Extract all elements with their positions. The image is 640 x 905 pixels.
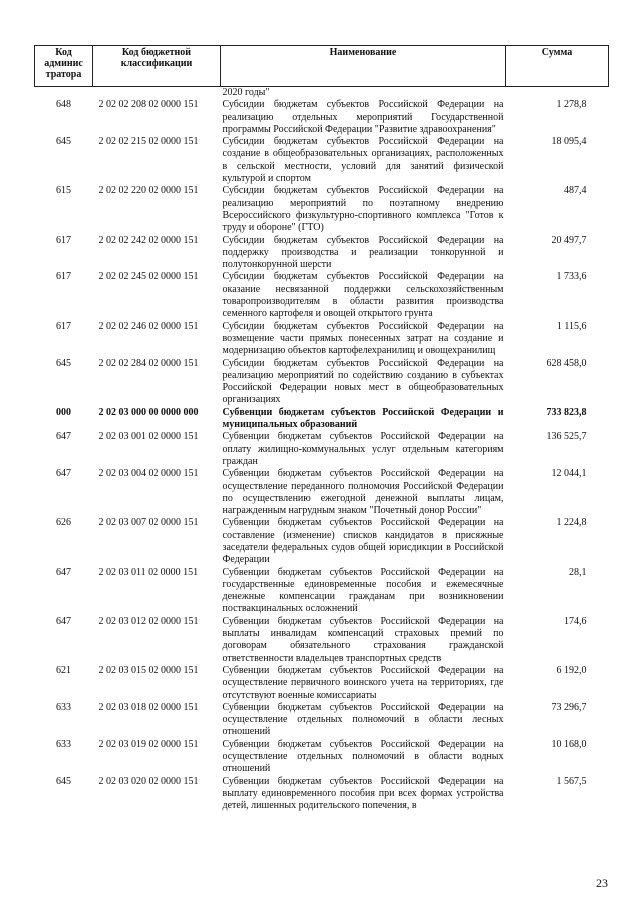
name-cell: Субсидии бюджетам субъектов Российской Федерации на оказание несвязанной поддержки сельскохозяйственным товаропроизводителям в области развития производства семенного картофеля и овощей открытого грунта: [222, 271, 504, 320]
header-amount: Сумма: [506, 46, 609, 87]
amount-cell: [506, 87, 609, 100]
amount-cell: 1 115,6: [556, 320, 587, 332]
table-row: [35, 235, 609, 272]
budget-code-cell: 2 02 03 000 00 0000 000: [98, 406, 199, 418]
amount-cell: 12 044,1: [551, 468, 587, 480]
name-cell: Субвенции бюджетам субъектов Российской Федерации на государственные единовременные пособия и ежемесячные денежные компенсации гражданам при возникновении поствакцинальных осложнений: [222, 566, 504, 615]
amount-cell: 1 567,5: [556, 775, 587, 787]
table-row: [35, 87, 609, 100]
budget-code-cell: [93, 87, 221, 100]
table-row: [35, 567, 609, 616]
budget-code-cell: 2 02 02 242 02 0000 151: [98, 234, 199, 246]
table-row: [35, 407, 609, 432]
budget-code-cell: 2 02 02 220 02 0000 151: [98, 185, 199, 197]
budget-code-cell: 2 02 03 019 02 0000 151: [98, 738, 199, 750]
name-cell: Субсидии бюджетам субъектов Российской Федерации на реализацию отдельных мероприятий Государственной программы Российской Федерации "Развитие здравоохранения": [222, 99, 504, 135]
table-row: [35, 665, 609, 702]
amount-cell: 28,1: [569, 566, 587, 578]
admin-code-cell: 617: [56, 234, 71, 246]
name-cell: Субвенции бюджетам субъектов Российской Федерации и муниципальных образований: [222, 406, 504, 431]
table-row: [35, 185, 609, 234]
admin-code-cell: 647: [56, 468, 71, 480]
name-cell: Субвенции бюджетам субъектов Российской Федерации на осуществление переданного полномочия Российской Федерации по осуществлению ежегодной денежной выплаты лицам, награжденным нагрудным знаком "Почетный донор России": [222, 468, 504, 517]
amount-cell: 136 525,7: [546, 431, 587, 443]
header-admin-code: Код админис тратора: [35, 46, 93, 87]
table-row: [35, 702, 609, 739]
budget-code-cell: 2 02 03 018 02 0000 151: [98, 701, 199, 713]
amount-cell: 6 192,0: [556, 664, 587, 676]
amount-cell: 733 823,8: [546, 406, 587, 418]
name-cell: Субвенции бюджетам субъектов Российской Федерации на осуществление первичного воинского учета на территориях, где отсутствуют военные комиссариаты: [222, 664, 504, 701]
amount-cell: 174,6: [564, 615, 587, 627]
budget-code-cell: 2 02 03 012 02 0000 151: [98, 615, 199, 627]
amount-cell: 1 224,8: [556, 517, 587, 529]
admin-code-cell: 647: [56, 431, 71, 443]
name-cell: 2020 годы": [222, 87, 270, 98]
table-row: [35, 616, 609, 665]
admin-code-cell: 645: [56, 136, 71, 148]
admin-code-cell: 647: [56, 566, 71, 578]
name-cell: Субсидии бюджетам субъектов Российской Федерации на создание в общеобразовательных организациях, расположенных в сельской местности, условий для занятий физической культурой и спортом: [222, 136, 504, 185]
amount-cell: 10 168,0: [551, 738, 587, 750]
table-row: [35, 517, 609, 566]
table-row: [35, 136, 609, 185]
header-budget-code: Код бюджетной классификации: [93, 46, 221, 87]
admin-code-cell: [35, 87, 93, 100]
amount-cell: 487,4: [564, 185, 587, 197]
name-cell: Субсидии бюджетам субъектов Российской Федерации на поддержку производства и реализации тонкорунной и полутонкорунной шерсти: [222, 234, 504, 271]
name-cell: Субвенции бюджетам субъектов Российской Федерации на выплаты инвалидам компенсаций страховых премий по договорам обязательного страхования гражданской ответственности владельцев транспортных средств: [222, 615, 504, 664]
amount-cell: 1 733,6: [556, 271, 587, 283]
budget-code-cell: 2 02 03 020 02 0000 151: [98, 775, 199, 787]
table-body: [35, 87, 609, 813]
document-page: [34, 45, 608, 813]
admin-code-cell: 626: [56, 517, 71, 529]
admin-code-cell: 633: [56, 701, 71, 713]
name-cell: Субсидии бюджетам субъектов Российской Федерации на реализацию мероприятий по поэтапному внедрению Всероссийского физкультурно-спортивного комплекса "Готов к труду и обороне" (ГТО): [222, 185, 504, 234]
page-number: 23: [596, 876, 608, 890]
table-row: [35, 271, 609, 320]
budget-code-cell: 2 02 03 004 02 0000 151: [98, 468, 199, 480]
admin-code-cell: 617: [56, 271, 71, 283]
budget-code-cell: 2 02 03 011 02 0000 151: [98, 566, 199, 578]
budget-table: [34, 45, 609, 813]
amount-cell: 1 278,8: [556, 99, 587, 111]
budget-code-cell: 2 02 02 215 02 0000 151: [98, 136, 199, 148]
admin-code-cell: 621: [56, 664, 71, 676]
budget-code-cell: 2 02 02 284 02 0000 151: [98, 357, 199, 369]
table-header-row: [35, 46, 609, 87]
header-name: Наименование: [221, 46, 506, 87]
name-cell: Субсидии бюджетам субъектов Российской Федерации на возмещение части прямых понесенных затрат на создание и модернизацию объектов картофелехранилищ и овощехранилищ: [222, 320, 504, 357]
name-cell: Субвенции бюджетам субъектов Российской Федерации на составление (изменение) списков кандидатов в присяжные заседатели федеральных судов общей юрисдикции в Российской Федерации: [222, 517, 504, 566]
table-row: [35, 776, 609, 813]
budget-code-cell: 2 02 02 246 02 0000 151: [98, 320, 199, 332]
admin-code-cell: 647: [56, 615, 71, 627]
name-cell: Субвенции бюджетам субъектов Российской Федерации на выплату единовременного пособия при всех формах устройства детей, лишенных родительского попечения, в: [222, 775, 504, 812]
admin-code-cell: 617: [56, 320, 71, 332]
amount-cell: 73 296,7: [551, 701, 587, 713]
budget-code-cell: 2 02 03 015 02 0000 151: [98, 664, 199, 676]
table-row: [35, 739, 609, 776]
admin-code-cell: 645: [56, 357, 71, 369]
amount-cell: 628 458,0: [546, 357, 587, 369]
table-row: [35, 321, 609, 358]
admin-code-cell: 645: [56, 775, 71, 787]
name-cell: Субсидии бюджетам субъектов Российской Федерации на реализацию мероприятий по содействию созданию в субъектах Российской Федерации новых мест в общеобразовательных организациях: [222, 357, 504, 406]
admin-code-cell: 000: [56, 406, 71, 418]
name-cell: Субвенции бюджетам субъектов Российской Федерации на оплату жилищно-коммунальных услуг отдельным категориям граждан: [222, 431, 504, 467]
budget-code-cell: 2 02 02 208 02 0000 151: [98, 99, 199, 111]
amount-cell: 18 095,4: [551, 136, 587, 148]
table-row: [35, 99, 609, 136]
table-row: [35, 358, 609, 407]
table-row: [35, 431, 609, 468]
admin-code-cell: 615: [56, 185, 71, 197]
admin-code-cell: 648: [56, 99, 71, 111]
budget-code-cell: 2 02 02 245 02 0000 151: [98, 271, 199, 283]
name-cell: Субвенции бюджетам субъектов Российской Федерации на осуществление отдельных полномочий в области лесных отношений: [222, 701, 504, 738]
budget-code-cell: 2 02 03 007 02 0000 151: [98, 517, 199, 529]
budget-code-cell: 2 02 03 001 02 0000 151: [98, 431, 199, 443]
name-cell: Субвенции бюджетам субъектов Российской Федерации на осуществление отдельных полномочий в области водных отношений: [222, 738, 504, 775]
amount-cell: 20 497,7: [551, 234, 587, 246]
admin-code-cell: 633: [56, 738, 71, 750]
table-row: [35, 468, 609, 517]
